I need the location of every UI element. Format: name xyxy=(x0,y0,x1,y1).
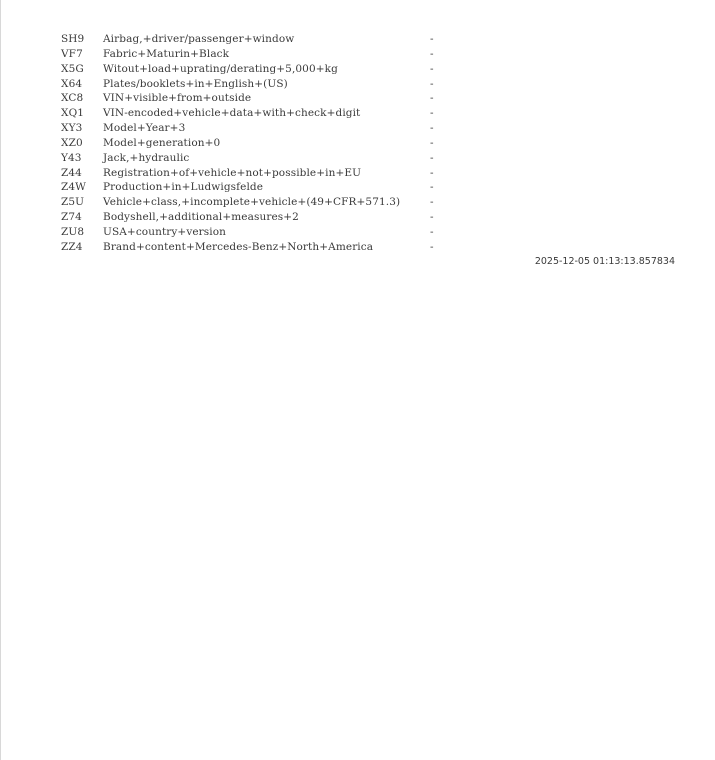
option-code: X64 xyxy=(61,77,83,90)
option-description: Registration+of+vehicle+not+possible+in+EU xyxy=(103,166,362,179)
option-code: VF7 xyxy=(61,47,83,60)
option-code: ZZ4 xyxy=(61,240,83,253)
option-value: - xyxy=(430,107,434,120)
option-code: Z4W xyxy=(61,181,87,194)
option-value: - xyxy=(430,211,434,224)
option-code: Z44 xyxy=(61,166,82,179)
option-description: Plates/booklets+in+English+(US) xyxy=(103,77,288,90)
option-code: Z74 xyxy=(61,211,82,224)
option-code: XY3 xyxy=(61,122,83,135)
option-description: Witout+load+uprating/derating+5,000+kg xyxy=(103,62,338,75)
generated-timestamp: 2025-12-05 01:13:13.857834 xyxy=(534,256,675,267)
option-value: - xyxy=(430,77,434,90)
option-description: Fabric+Maturin+Black xyxy=(103,47,230,60)
option-value: - xyxy=(430,47,434,60)
option-value: - xyxy=(430,240,434,253)
option-value: - xyxy=(430,225,434,238)
option-codes-body xyxy=(61,32,450,255)
option-description: Jack,+hydraulic xyxy=(103,151,190,164)
option-description: Airbag,+driver/passenger+window xyxy=(103,33,295,45)
option-description: Production+in+Ludwigsfelde xyxy=(103,181,264,194)
option-value: - xyxy=(430,151,434,164)
option-description: Model+Year+3 xyxy=(103,122,186,135)
option-code: Z5U xyxy=(61,196,85,209)
table-row xyxy=(61,91,450,106)
table-row xyxy=(61,166,450,181)
option-description: Model+generation+0 xyxy=(103,136,221,149)
table-row xyxy=(61,32,450,47)
option-code: ZU8 xyxy=(61,225,85,238)
option-description: USA+country+version xyxy=(103,225,227,238)
option-value: - xyxy=(430,181,434,194)
option-value: - xyxy=(430,196,434,209)
option-value: - xyxy=(430,166,434,179)
table-row xyxy=(61,121,450,136)
option-value: - xyxy=(430,122,434,135)
table-row xyxy=(61,106,450,121)
option-description: VIN+visible+from+outside xyxy=(103,92,252,105)
option-code: Y43 xyxy=(61,151,82,164)
option-code: X5G xyxy=(61,62,84,75)
table-row xyxy=(61,62,450,77)
option-description: Bodyshell,+additional+measures+2 xyxy=(103,211,299,224)
option-value: - xyxy=(430,136,434,149)
option-description: Brand+content+Mercedes-Benz+North+America xyxy=(103,240,374,253)
table-row xyxy=(61,210,450,225)
table-row xyxy=(61,240,450,255)
table-row xyxy=(61,195,450,210)
option-code: XZ0 xyxy=(61,136,83,149)
option-description: VIN-encoded+vehicle+data+with+check+digit xyxy=(103,107,361,120)
option-value: - xyxy=(430,92,434,105)
table-row xyxy=(61,77,450,92)
option-code: XQ1 xyxy=(61,107,85,120)
table-row xyxy=(61,180,450,195)
table-row xyxy=(61,136,450,151)
option-codes-table xyxy=(61,32,450,255)
table-row xyxy=(61,47,450,62)
option-value: - xyxy=(430,33,434,45)
option-value: - xyxy=(430,62,434,75)
table-row xyxy=(61,151,450,166)
option-code: SH9 xyxy=(61,33,85,45)
table-row xyxy=(61,225,450,240)
option-description: Vehicle+class,+incomplete+vehicle+(49+CFR+571.3) xyxy=(103,196,401,209)
option-code: XC8 xyxy=(61,92,84,105)
